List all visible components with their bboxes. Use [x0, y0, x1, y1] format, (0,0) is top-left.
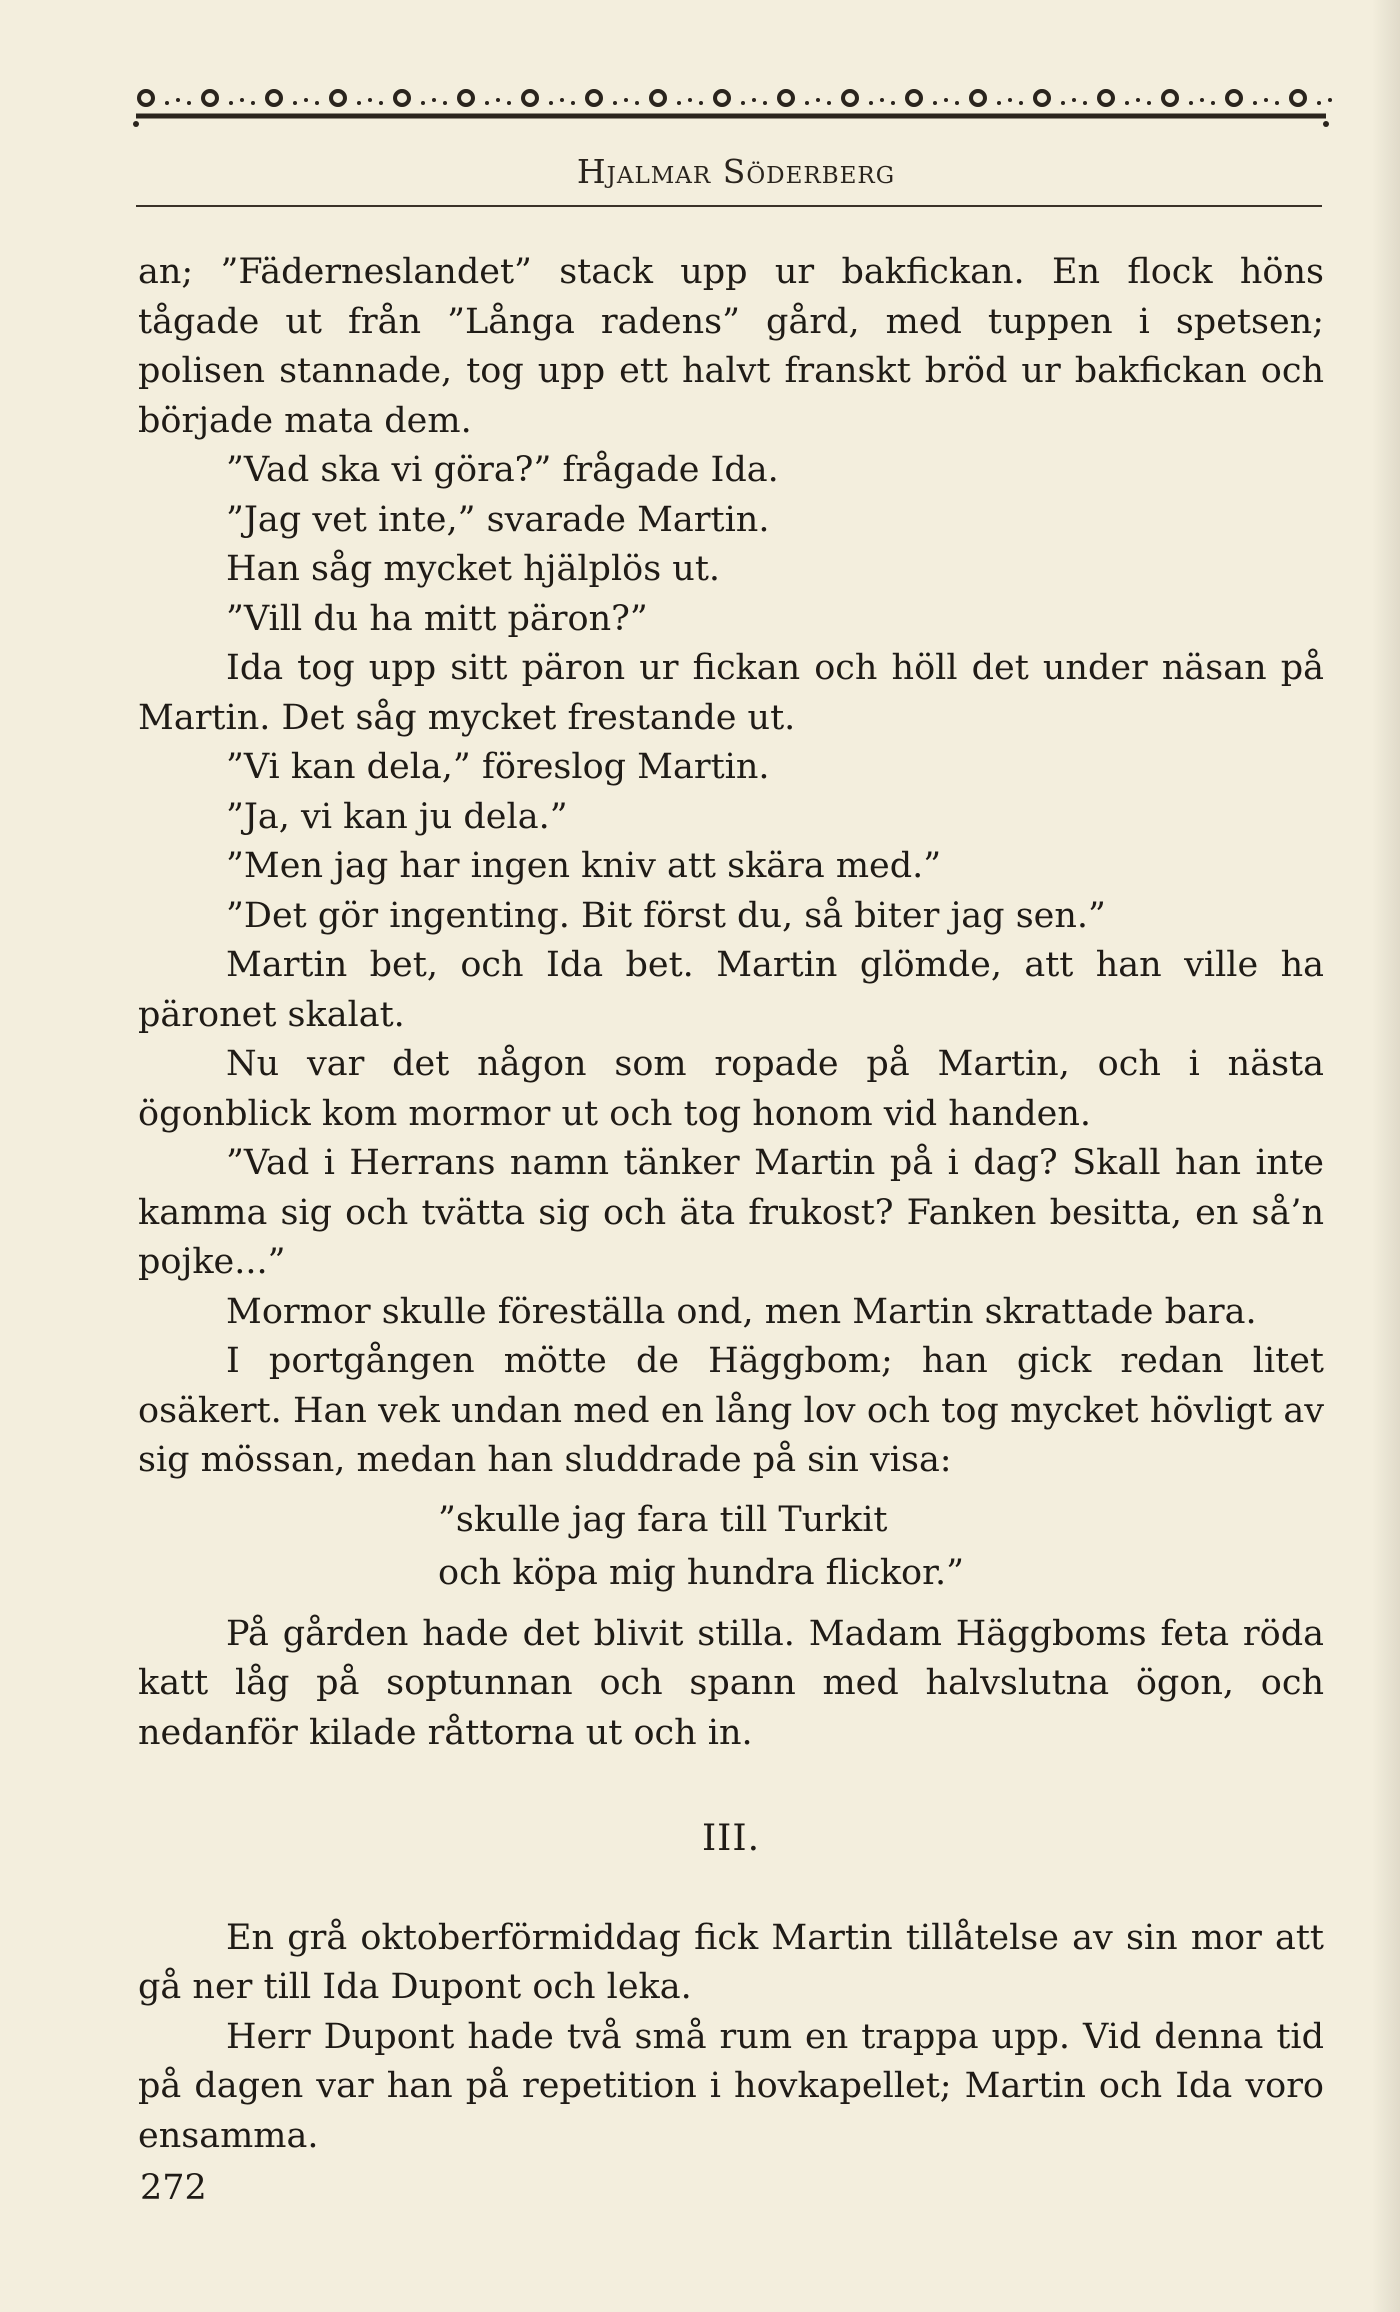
ornament-dot — [549, 101, 553, 105]
ornament-dot — [955, 101, 959, 105]
ornament-dot — [624, 98, 628, 102]
body-text — [138, 248, 1324, 2161]
ornament-dot — [229, 101, 233, 105]
ornament-dot — [1083, 101, 1087, 105]
ornament-dot — [443, 101, 447, 105]
ornament-dot — [869, 101, 873, 105]
ornament-dot — [1061, 101, 1065, 105]
ornament-dot — [1136, 98, 1140, 102]
ornament-dot — [997, 101, 1001, 105]
ornament-loop — [715, 91, 729, 105]
ornament-dot — [304, 98, 308, 102]
ornament-loop — [1163, 91, 1177, 105]
ornament-dot — [507, 101, 511, 105]
paragraph: ”Det gör ingenting. Bit först du, så biter jag sen.” — [226, 895, 1106, 936]
ornament-dot — [315, 101, 319, 105]
ornamental-border — [132, 82, 1332, 132]
paragraph: Martin bet, och Ida bet. Martin glömde, att han ville ha päronet skalat. — [138, 945, 1324, 1035]
ornament-dot — [635, 101, 639, 105]
ornament-loop — [1099, 91, 1113, 105]
ornament-dot — [1317, 101, 1321, 105]
paragraph: Nu var det någon som ropade på Martin, och i nästa ögonblick kom mormor ut och tog honom vid handen. — [138, 1044, 1324, 1134]
ornament-dot — [688, 98, 692, 102]
section-heading: III. — [701, 1818, 761, 1859]
ornament-dot — [571, 101, 575, 105]
ornament-dot — [1019, 101, 1023, 105]
ornament-dot — [880, 98, 884, 102]
paragraph: ”Vad i Herrans namn tänker Martin på i dag? Skall han inte kamma sig och tvätta sig och äta frukost? Fanken besitta, en så’n pojke...” — [138, 1143, 1324, 1282]
ornament-dot — [1072, 98, 1076, 102]
ornament-dot — [816, 98, 820, 102]
ornament-dot — [763, 101, 767, 105]
ornament-loop — [907, 91, 921, 105]
ornament-dot — [741, 101, 745, 105]
ornament-loop — [459, 91, 473, 105]
ornament-loop — [523, 91, 537, 105]
verse-quote — [438, 1494, 1324, 1600]
ornament-dot — [357, 101, 361, 105]
paragraph: ”Jag vet inte,” svarade Martin. — [226, 499, 770, 540]
ornament-dot — [379, 101, 383, 105]
ornament-dot — [165, 101, 169, 105]
paragraph: Herr Dupont hade två små rum en trappa upp. Vid denna tid på dagen var han på repetition i hovkapellet; Martin och Ida voro ensamma. — [138, 2016, 1324, 2156]
ornament-dot — [240, 98, 244, 102]
ornament-dot — [293, 101, 297, 105]
ornament-loop — [971, 91, 985, 105]
ornament-loop — [1291, 91, 1305, 105]
paragraph: Han såg mycket hjälplös ut. — [226, 549, 721, 589]
ornament-dot — [496, 98, 500, 102]
ornament-dot — [1211, 101, 1215, 105]
ornament-dot — [485, 101, 489, 105]
ornament-dot — [1008, 98, 1012, 102]
ornament-loop — [779, 91, 793, 105]
ornament-dot — [933, 101, 937, 105]
ornament-dot — [560, 98, 564, 102]
ornament-loop — [587, 91, 601, 105]
ornament-dot — [827, 101, 831, 105]
ornament-loop — [331, 91, 345, 105]
ornament-dot — [1264, 98, 1268, 102]
ornament-dot — [368, 98, 372, 102]
paragraph: En grå oktoberförmiddag fick Martin tillåtelse av sin mor att gå ner till Ida Dupont och leka. — [138, 1917, 1324, 2007]
ornament-dot — [805, 101, 809, 105]
paragraph: På gården hade det blivit stilla. Madam Häggboms feta röda katt låg på soptunnan och spann med halvslutna ögon, och nedanför kilade råttorna ut och in. — [138, 1613, 1324, 1753]
paragraph: an; ”Fäderneslandet” stack upp ur bakfickan. En flock höns tågade ut från ”Långa radens” gård, med tuppen i spetsen; polisen stannade, tog upp ett halvt franskt bröd ur bakfickan och började mata dem. — [138, 252, 1324, 441]
paragraph: ”Vill du ha mitt päron?” — [226, 598, 648, 639]
ornament-dot — [891, 101, 895, 105]
ornament-loop — [1035, 91, 1049, 105]
paragraph: ”Vad ska vi göra?” frågade Ida. — [226, 450, 779, 490]
ornament-loop — [1227, 91, 1241, 105]
ornament-loop — [651, 91, 665, 105]
ornament-dot — [677, 101, 681, 105]
ornament-dot — [1200, 98, 1204, 102]
ornament-dot — [176, 98, 180, 102]
ornament-dot — [187, 101, 191, 105]
ornament-dot — [1275, 101, 1279, 105]
ornament-loop — [139, 91, 153, 105]
ornament-dot — [251, 101, 255, 105]
ornament-dot — [1328, 98, 1332, 102]
ornament-dot — [752, 98, 756, 102]
paragraph: ”Men jag har ingen kniv att skära med.” — [226, 846, 942, 886]
paragraph: Mormor skulle föreställa ond, men Martin skrattade bara. — [226, 1291, 1257, 1332]
running-head: Hjalmar Söderberg — [576, 152, 896, 191]
ornament-dot — [1253, 101, 1257, 105]
ornament-dot — [613, 101, 617, 105]
ornament-dot — [432, 98, 436, 102]
ornament-loop — [395, 91, 409, 105]
ornament-dot — [1147, 101, 1151, 105]
page-number: 272 — [140, 2168, 207, 2208]
ornament-loop — [203, 91, 217, 105]
ornament-loop — [843, 91, 857, 105]
verse-line: och köpa mig hundra flickor.” — [438, 1552, 965, 1593]
ornament-loop — [267, 91, 281, 105]
ornament-dot — [1125, 101, 1129, 105]
verse-line: ”skulle jag fara till Turkit — [438, 1499, 888, 1540]
paragraph: ”Vi kan dela,” föreslog Martin. — [226, 747, 770, 787]
paragraph: ”Ja, vi kan ju dela.” — [226, 796, 568, 837]
ornament-dot — [699, 101, 703, 105]
ornament-dot — [944, 98, 948, 102]
paragraph: Ida tog upp sitt päron ur fickan och höll det under näsan på Martin. Det såg mycket frestande ut. — [138, 648, 1324, 738]
ornament-dot — [421, 101, 425, 105]
paragraph: I portgången mötte de Häggbom; han gick redan litet osäkert. Han vek undan med en lång lov och tog mycket hövligt av sig mössan, medan han sluddrade på sin visa: — [138, 1341, 1324, 1480]
header-rule — [136, 205, 1322, 207]
ornament-dot — [1189, 101, 1193, 105]
page-edge-shadow — [1372, 0, 1400, 2312]
